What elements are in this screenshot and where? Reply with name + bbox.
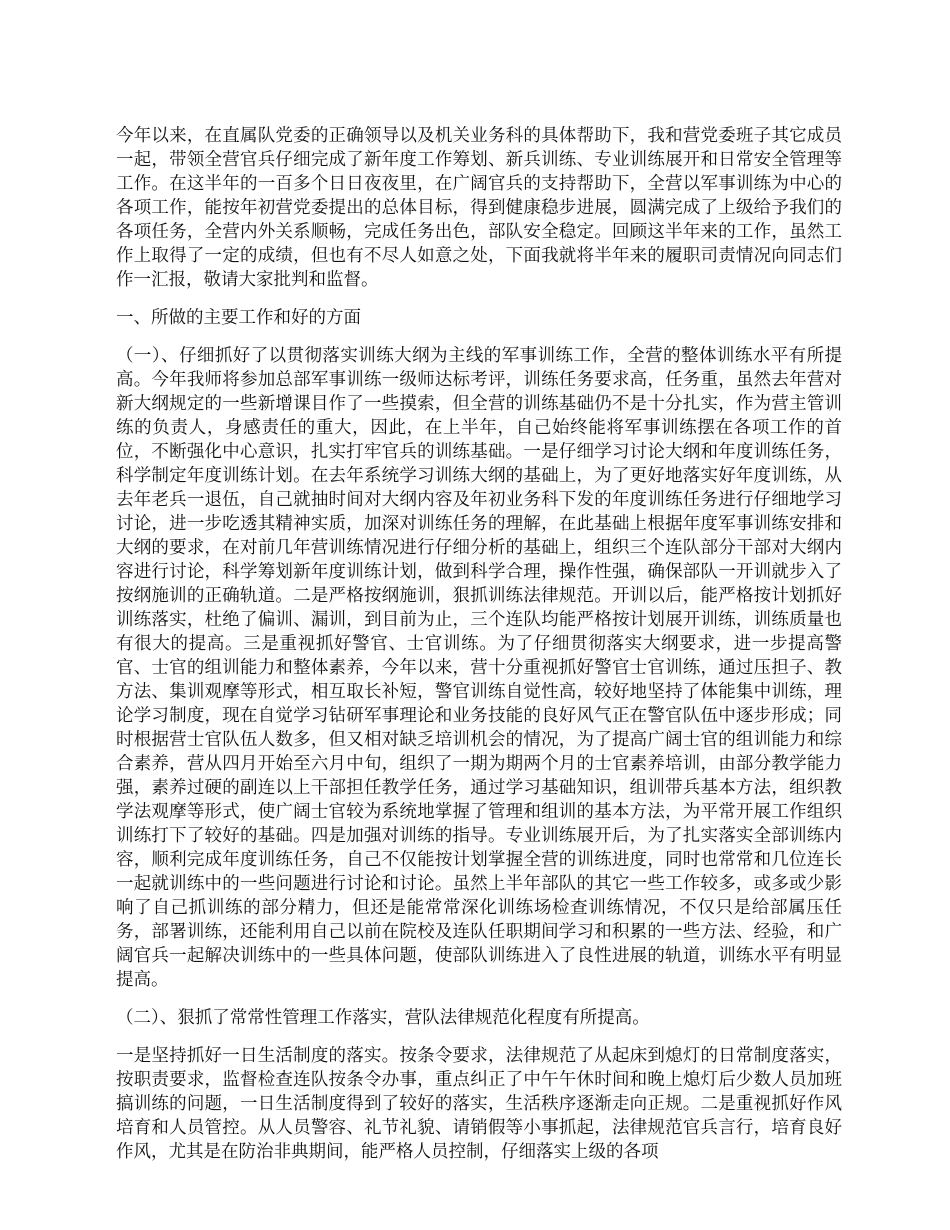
document-page — [116, 124, 842, 1178]
management-paragraph: 一是坚持抓好一日生活制度的落实。按条令要求，法律规范了从起床到熄灯的日常制度落实，按职责要求，监督检查连队按条令办事，重点纠正了中午午休时间和晚上熄灯后少数人员加班搞训练的问题，一日生活制度得到了较好的落实，生活秩序逐渐走向正规。二是重视抓好作风培育和人员管控。从人员警容、礼节礼貌、请销假等小事抓起，法律规范官兵言行，培育良好作风，尤其是在防治非典期间，能严格人员控制，仔细落实上级的各项 — [116, 1046, 842, 1162]
subsection-heading: （二）、狠抓了常常性管理工作落实，营队法律规范化程度有所提高。 — [116, 1008, 650, 1028]
intro-paragraph: 今年以来，在直属队党委的正确领导以及机关业务科的具体帮助下，我和营党委班子其它成员一起，带领全营官兵仔细完成了新年度工作筹划、新兵训练、专业训练展开和日常安全管理等工作。在这半年的一百多个日日夜夜里，在广阔官兵的支持帮助下，全营以军事训练为中心的各项工作，能按年初营党委提出的总体目标，得到健康稳步进展，圆满完成了上级给予我们的各项任务，全营内外关系顺畅，完成任务出色，部队安全稳定。回顾这半年来的工作，虽然工作上取得了一定的成绩，但也有不尽人如意之处，下面我就将半年来的履职司责情况向同志们作一汇报，敬请大家批判和监督。 — [116, 126, 842, 290]
training-paragraph: （一）、仔细抓好了以贯彻落实训练大纲为主线的军事训练工作，全营的整体训练水平有所提高。今年我师将参加总部军事训练一级师达标考评，训练任务要求高，任务重，虽然去年营对新大纲规定的一些新增课目作了一些摸索，但全营的训练基础仍不是十分扎实，作为营主管训练的负责人，身感责任的重大，因此，在上半年，自己始终能将军事训练摆在各项工作的首位，不断强化中心意识，扎实打牢官兵的训练基础。一是仔细学习讨论大纲和年度训练任务，科学制定年度训练计划。在去年系统学习训练大纲的基础上，为了更好地落实好年度训练，从去年老兵一退伍，自己就抽时间对大纲内容及年初业务科下发的年度训练任务进行仔细地学习讨论，进一步吃透其精神实质，加深对训练任务的理解，在此基础上根据年度军事训练安排和大纲的要求，在对前几年营训练情况进行仔细分析的基础上，组织三个连队部分干部对大纲内容进行讨论，科学筹划新年度训练计划，做到科学合理，操作性强，确保部队一开训就步入了按纲施训的正确轨道。二是严格按纲施训，狠抓训练法律规范。开训以后，能严格按计划抓好训练落实，杜绝了偏训、漏训，到目前为止，三个连队均能严格按计划展开训练，训练质量也有很大的提高。三是重视抓好警官、士官训练。为了仔细贯彻落实大纲要求，进一步提高警官、士官的组训能力和整体素养，今年以来，营十分重视抓好警官士官训练，通过压担子、教方法、集训观摩等形式，相互取长补短，警官训练自觉性高，较好地坚持了体能集中训练，理论学习制度，现在自觉学习钻研军事理论和业务技能的良好风气正在警官队伍中逐步形成；同时根据营士官队伍人数多，但又相对缺乏培训机会的情况，为了提高广阔士官的组训能力和综合素养，营从四月开始至六月中旬，组织了一期为期两个月的士官素养培训，由部分教学能力强，素养过硬的副连以上干部担任教学任务，通过学习基础知识，组训带兵基本方法，组织教学法观摩等形式，使广阔士官较为系统地掌握了管理和组训的基本方法，为平常开展工作组织训练打下了较好的基础。四是加强对训练的指导。专业训练展开后，为了扎实落实全部训练内容，顺利完成年度训练任务，自己不仅能按计划掌握全营的训练进度，同时也常常和几位连长一起就训练中的一些问题进行讨论和讨论。虽然上半年部队的其它一些工作较多，或多或少影响了自己抓训练的部分精力，但还是能常常深化训练场检查训练情况，不仅只是给部属压任务，部署训练，还能利用自己以前在院校及连队任职期间学习和积累的一些方法、经验，和广阔官兵一起解决训练中的一些具体问题，使部队训练进入了良性进展的轨道，训练水平有明显提高。 — [116, 346, 842, 990]
section-heading: 一、所做的主要工作和好的方面 — [116, 308, 361, 328]
